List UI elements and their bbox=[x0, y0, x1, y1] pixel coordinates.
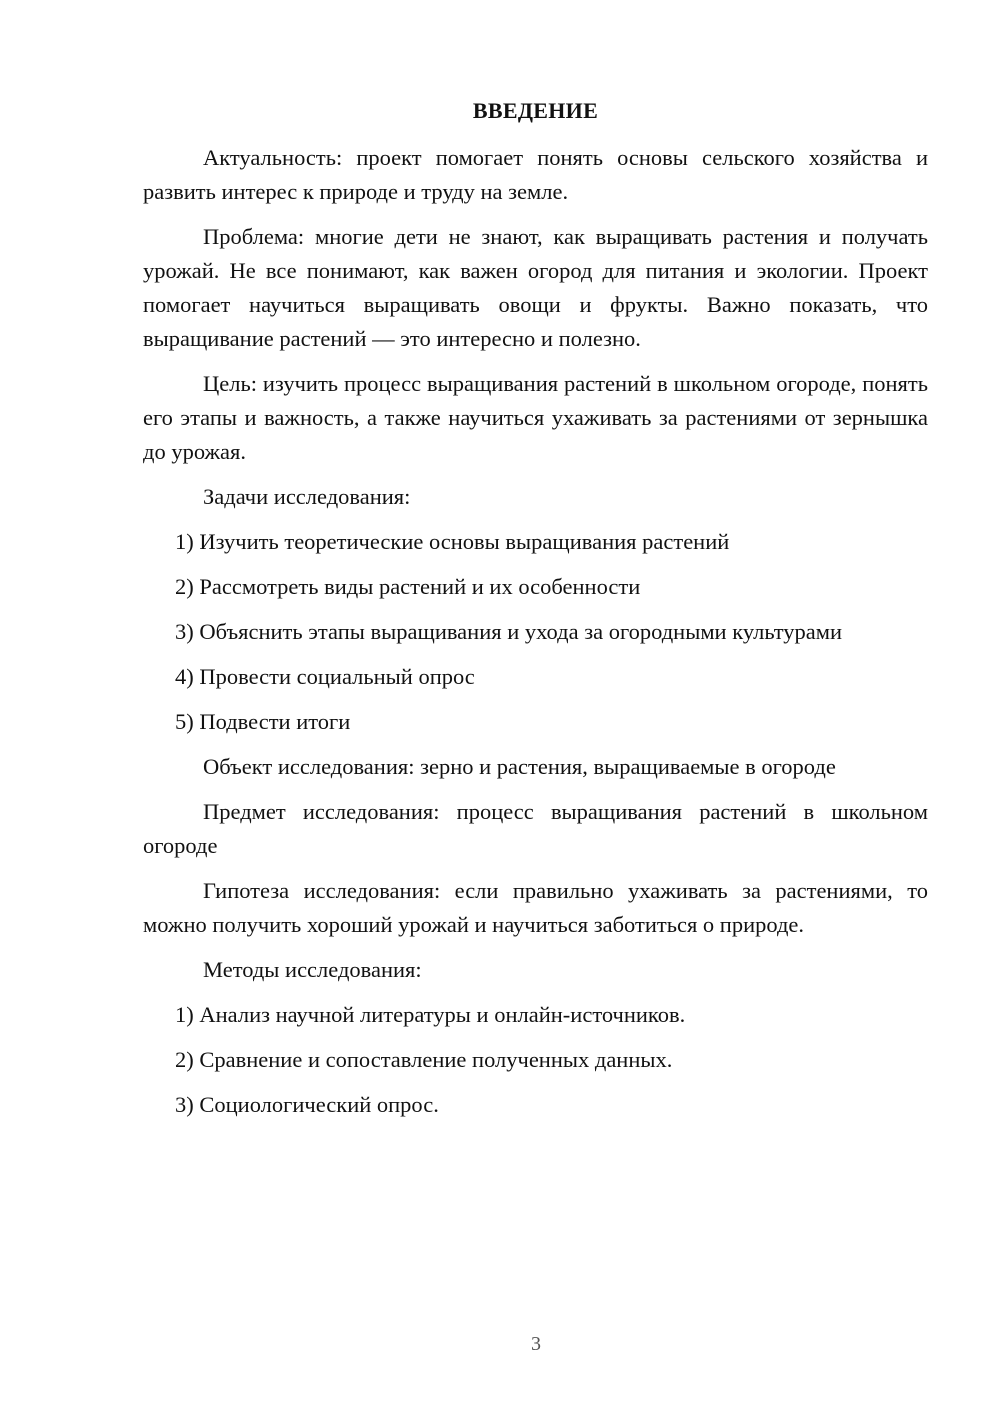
methods-label: Методы исследования: bbox=[203, 957, 422, 982]
list-item: 4) Провести социальный опрос bbox=[175, 664, 475, 689]
section-heading: ВВЕДЕНИЕ bbox=[472, 98, 599, 123]
list-item: 2) Рассмотреть виды растений и их особенности bbox=[175, 574, 641, 599]
hypothesis-paragraph: Гипотеза исследования: если правильно ухаживать за растениями, то можно получить хороший урожай и научиться заботиться о природе. bbox=[143, 878, 928, 937]
tasks-label: Задачи исследования: bbox=[203, 484, 411, 509]
list-item: 1) Анализ научной литературы и онлайн-источников. bbox=[175, 1002, 686, 1027]
list-item: 3) Социологический опрос. bbox=[175, 1092, 439, 1117]
object-paragraph: Объект исследования: зерно и растения, выращиваемые в огороде bbox=[203, 754, 836, 779]
problem-paragraph: Проблема: многие дети не знают, как выращивать растения и получать урожай. Не все понимают, как важен огород для питания и экологии. Проект помогает научиться выращивать овощи и фрукты. Важно показать, что выращивание растений — это интересно и полезно. bbox=[143, 224, 928, 351]
methods-list bbox=[143, 998, 928, 1122]
list-item: 5) Подвести итоги bbox=[175, 709, 351, 734]
goal-paragraph: Цель: изучить процесс выращивания растений в школьном огороде, понять его этапы и важность, а также научиться ухаживать за растениями от зернышка до урожая. bbox=[143, 371, 928, 464]
list-item: 1) Изучить теоретические основы выращивания растений bbox=[175, 529, 730, 554]
tasks-list bbox=[143, 525, 928, 739]
page-number: 3 bbox=[531, 1333, 541, 1355]
subject-paragraph: Предмет исследования: процесс выращивания растений в школьном огороде bbox=[143, 799, 928, 858]
document-body bbox=[143, 141, 928, 1133]
list-item: 2) Сравнение и сопоставление полученных данных. bbox=[175, 1047, 673, 1072]
list-item: 3) Объяснить этапы выращивания и ухода за огородными культурами bbox=[175, 619, 843, 644]
relevance-paragraph: Актуальность: проект помогает понять основы сельского хозяйства и развить интерес к природе и труду на земле. bbox=[143, 145, 928, 204]
